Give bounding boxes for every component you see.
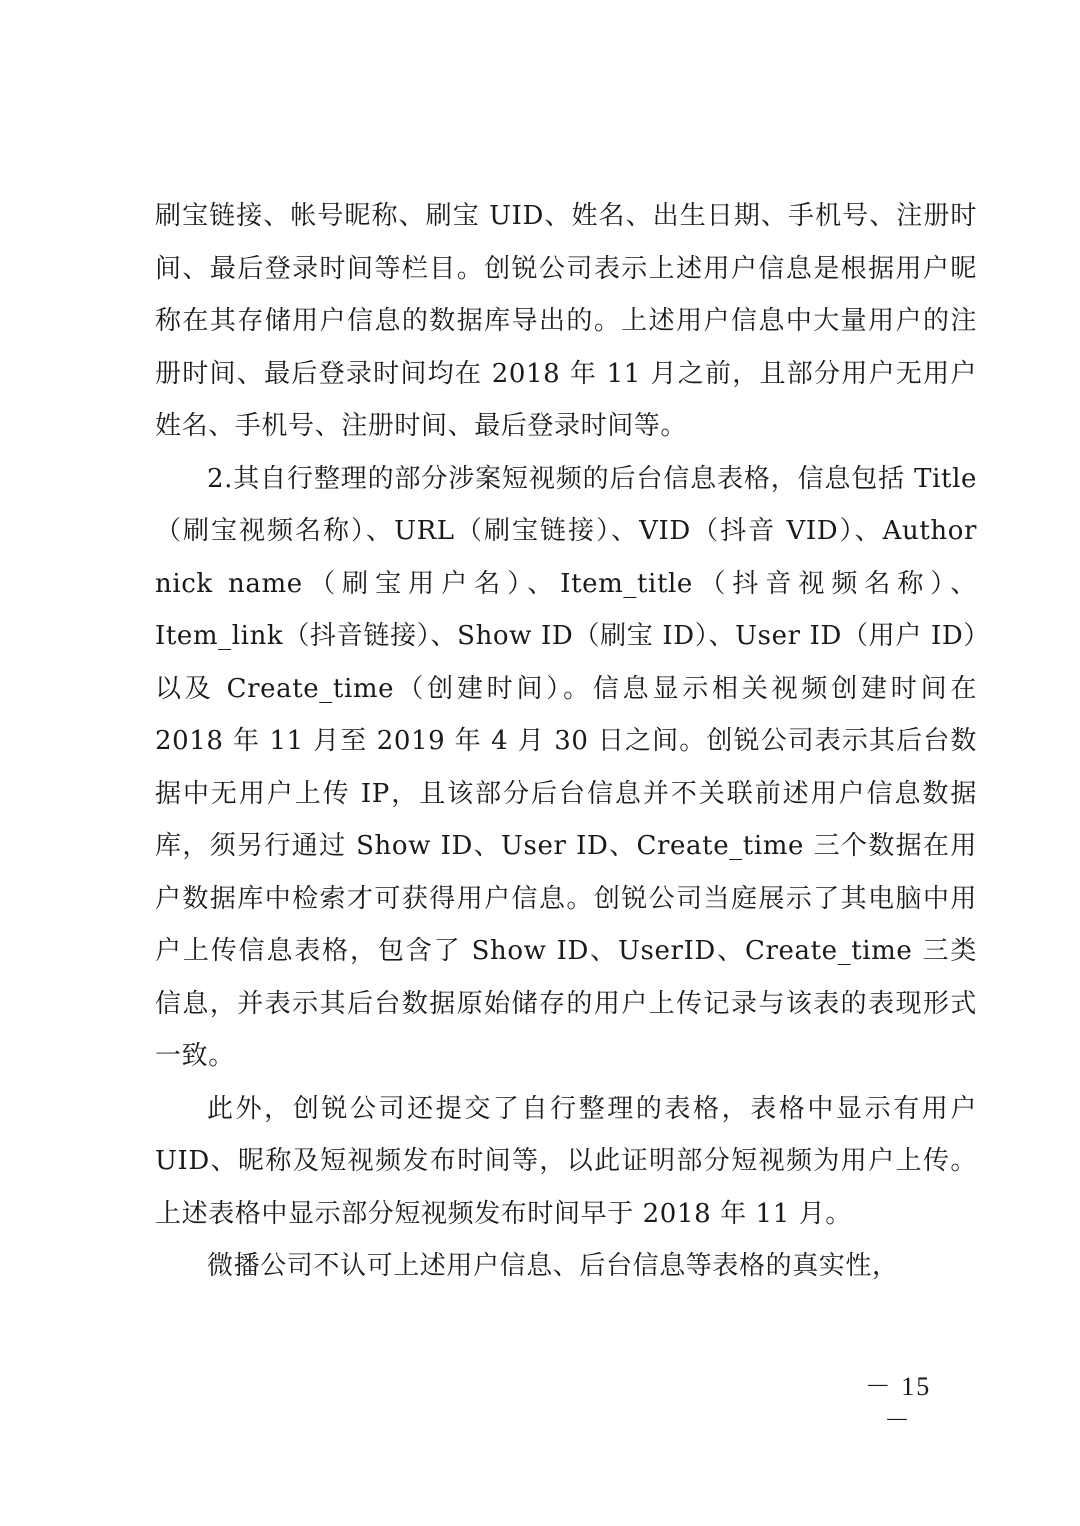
body-text [155, 190, 977, 1293]
paragraph-weibo-objection: 微播公司不认可上述用户信息、后台信息等表格的真实性， [207, 1251, 899, 1281]
paragraph-backend-info-table: 2.其自行整理的部分涉案短视频的后台信息表格，信息包括 Title（刷宝视频名称）、URL（刷宝链接）、VID（抖音 VID）、Author nick name（刷宝用户名）、Item_title（抖音视频名称）、Item_link（抖音链接）、Show ID（刷宝 ID）、User ID（用户 ID）以及 Create_time（创建时间）。信息显示相关视频创建时间在 2018 年 11 月至 2019 年 4 月 30 日之间。创锐公司表示其后台数据中无用户上传 IP，且该部分后台信息并不关联前述用户信息数据库，须另行通过 Show ID、User ID、Create_time 三个数据在用户数据库中检索才可获得用户信息。创锐公司当庭展示了其电脑中用户上传信息表格，包含了 Show ID、UserID、Create_time 三类信息，并表示其后台数据原始储存的用户上传记录与该表的表现形式一致。 [155, 463, 977, 1071]
paragraph-user-info-continued: 刷宝链接、帐号昵称、刷宝 UID、姓名、出生日期、手机号、注册时间、最后登录时间等栏目。创锐公司表示上述用户信息是根据用户昵称在其存储用户信息的数据库导出的。上述用户信息中大量用户的注册时间、最后登录时间均在 2018 年 11 月之前，且部分用户无用户姓名、手机号、注册时间、最后登录时间等。 [155, 201, 977, 441]
page-number: － 15 － [864, 1372, 932, 1435]
paragraph-additional-table: 此外，创锐公司还提交了自行整理的表格，表格中显示有用户 UID、昵称及短视频发布时间等，以此证明部分短视频为用户上传。上述表格中显示部分短视频发布时间早于 2018 年 11 月。 [155, 1093, 977, 1229]
